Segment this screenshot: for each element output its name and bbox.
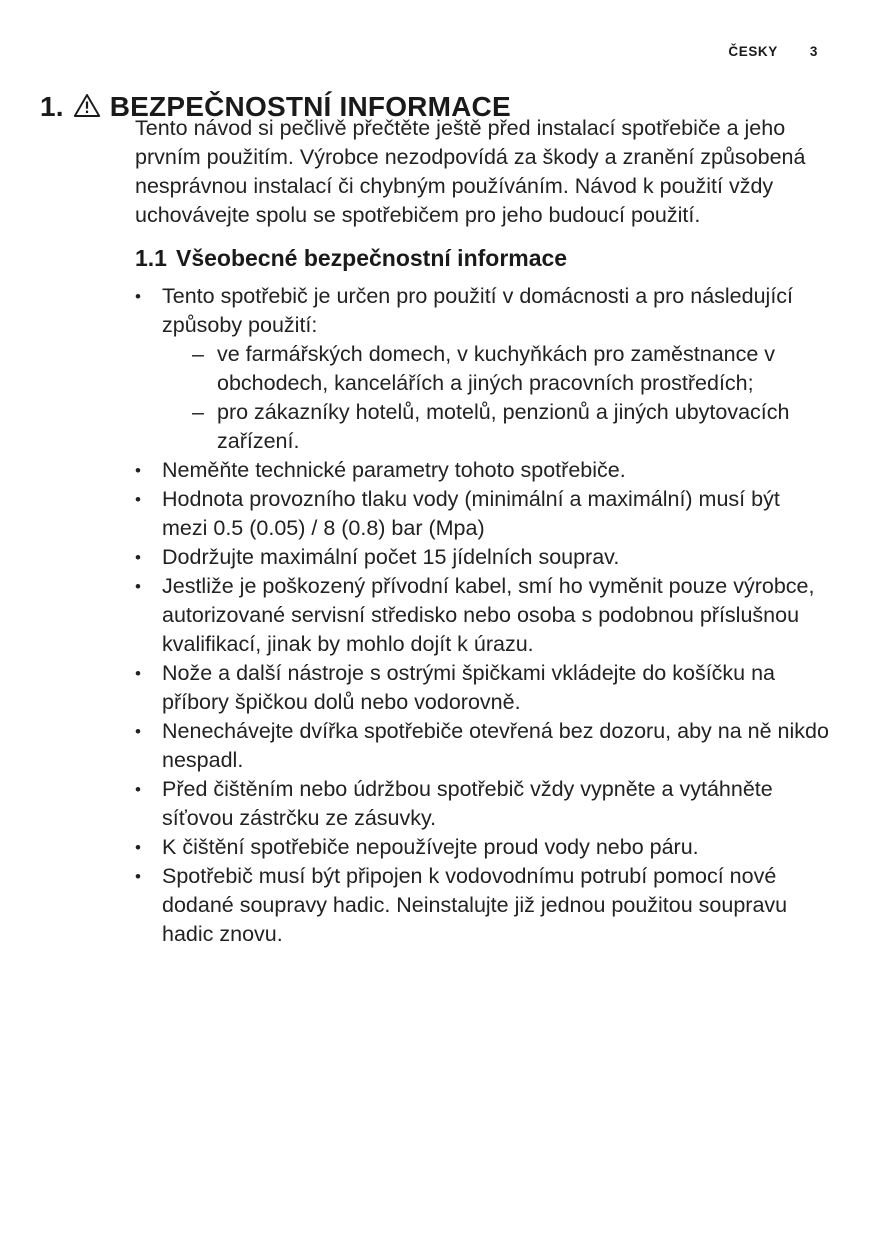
list-item-wrap — [162, 282, 829, 456]
sub-list-item-text: pro zákazníky hotelů, motelů, penzionů a jiných ubytovacích zařízení. — [217, 400, 790, 453]
section-heading-number: 1. — [40, 90, 64, 122]
bullet-marker: • — [135, 838, 141, 857]
list-item-text: Neměňte technické parametry tohoto spotřebiče. — [162, 458, 626, 482]
bullet-marker: • — [135, 664, 141, 683]
page-number: 3 — [809, 44, 818, 59]
dash-marker: – — [192, 400, 204, 424]
list-item — [135, 833, 829, 862]
list-item-text: Spotřebič musí být připojen k vodovodnímu potrubí pomocí nové dodané soupravy hadic. Neinstalujte již jednou použitou soupravu hadic znovu. — [162, 864, 788, 946]
list-item — [135, 862, 829, 949]
bullet-marker: • — [135, 722, 141, 741]
bullet-marker: • — [135, 548, 141, 567]
page-header — [728, 44, 818, 59]
page-content — [135, 114, 829, 949]
list-item — [135, 775, 829, 833]
bullet-marker: • — [135, 780, 141, 799]
list-item-text: Nenechávejte dvířka spotřebiče otevřená bez dozoru, aby na ně nikdo nespadl. — [162, 719, 829, 772]
section-heading-title: BEZPEČNOSTNÍ INFORMACE — [109, 90, 511, 122]
bullet-marker: • — [135, 461, 141, 480]
list-item — [135, 717, 829, 775]
sub-list — [192, 340, 829, 456]
list-item — [135, 659, 829, 717]
bullet-marker: • — [135, 490, 141, 509]
subsection-heading — [135, 243, 829, 273]
list-item-text: Před čištěním nebo údržbou spotřebič vždy vypněte a vytáhněte síťovou zástrčku ze zásuvky. — [162, 777, 773, 830]
list-item — [135, 485, 829, 543]
list-item — [135, 543, 829, 572]
language-label: ČESKY — [728, 44, 778, 59]
warning-triangle-icon — [73, 93, 101, 118]
list-item-text: Jestliže je poškozený přívodní kabel, smí ho vyměnit pouze výrobce, autorizované servisní středisko nebo osoba s podobnou příslušnou kvalifikací, jinak by mohlo dojít k úrazu. — [162, 574, 815, 656]
subsection-number: 1.1 — [135, 245, 167, 271]
sub-list-item — [192, 398, 829, 456]
list-item-text: Dodržujte maximální počet 15 jídelních souprav. — [162, 545, 620, 569]
sub-list-item-text: ve farmářských domech, v kuchyňkách pro zaměstnance v obchodech, kancelářích a jiných pracovních prostředích; — [217, 342, 776, 395]
bullet-marker: • — [135, 287, 141, 306]
list-item — [135, 456, 829, 485]
subsection-title: Všeobecné bezpečnostní informace — [175, 245, 568, 271]
list-item-text: Tento spotřebič je určen pro použití v domácnosti a pro následující způsoby použití: — [162, 284, 794, 337]
bullet-marker: • — [135, 577, 141, 596]
dash-marker: – — [192, 342, 204, 366]
safety-bullet-list — [135, 282, 829, 949]
list-item — [135, 282, 829, 456]
list-item-text: Nože a další nástroje s ostrými špičkami vkládejte do košíčku na příbory špičkou dolů nebo vodorovně. — [162, 661, 776, 714]
sub-list-item — [192, 340, 829, 398]
list-item — [135, 572, 829, 659]
list-item-text: K čištění spotřebiče nepoužívejte proud vody nebo páru. — [162, 835, 699, 859]
intro-paragraph: Tento návod si pečlivě přečtěte ještě před instalací spotřebiče a jeho prvním použitím. Výrobce nezodpovídá za škody a zranění způsobená nesprávnou instalací či chybným používáním. Návod k použití vždy uchovávejte spolu se spotřebičem pro jeho budoucí použití. — [135, 116, 806, 227]
list-item-text: Hodnota provozního tlaku vody (minimální a maximální) musí být mezi 0.5 (0.05) / 8 (0.8) bar (Mpa) — [162, 487, 780, 540]
bullet-marker: • — [135, 867, 141, 886]
